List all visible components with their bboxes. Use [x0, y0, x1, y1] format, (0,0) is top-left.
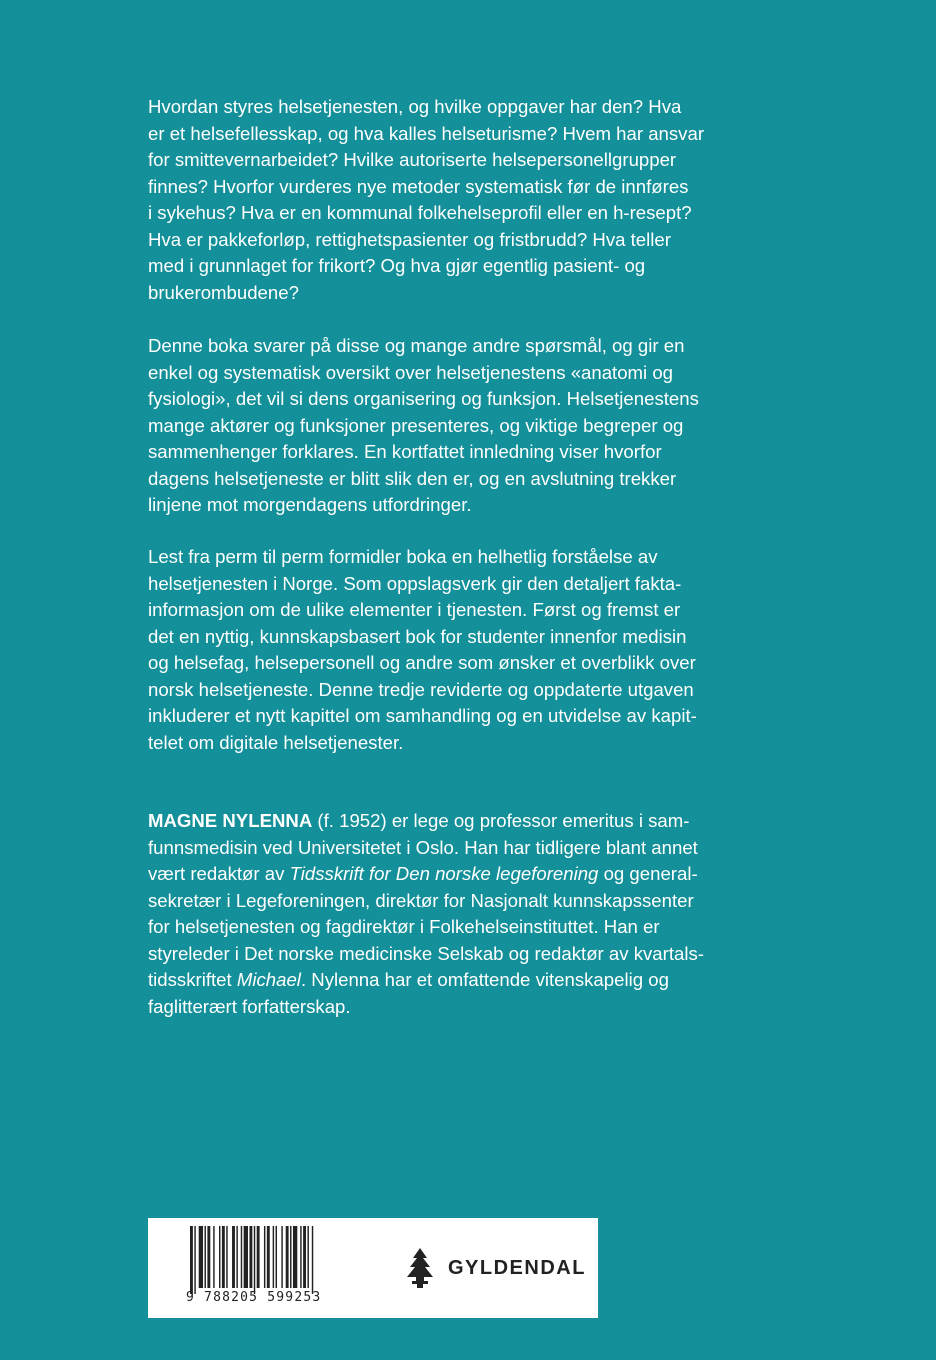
text-line: i sykehus? Hva er en kommunal folkehelseprofil eller en h-resept? [148, 202, 692, 223]
barcode-panel [148, 1218, 598, 1318]
text-line [148, 861, 808, 888]
tree-icon [402, 1247, 438, 1289]
text-line: brukerombudene? [148, 281, 299, 303]
text-line: faglitterært forfatterskap. [148, 995, 351, 1017]
barcode-bar [244, 1226, 248, 1288]
barcode-bar [273, 1226, 274, 1288]
barcode-bar [312, 1226, 313, 1294]
text-line: informasjon om de ulike elementer i tjenesten. Først og fremst er [148, 599, 681, 620]
barcode-bar [257, 1226, 260, 1288]
text-line: linjene mot morgendagens utfordringer. [148, 494, 472, 515]
barcode-bar [293, 1226, 297, 1288]
text-line: og helsefag, helsepersonell og andre som ønsker et overblikk over [148, 652, 696, 673]
barcode-bar [232, 1226, 235, 1288]
text-fragment: og general- [598, 863, 698, 884]
barcode-bar [276, 1226, 277, 1288]
text-line: Hvordan styres helsetjenesten, og hvilke oppgaver har den? Hva [148, 96, 682, 117]
barcode-bars [190, 1226, 313, 1294]
text-line: fysiologi», det vil si dens organisering og funksjon. Helsetjenestens [148, 388, 699, 409]
author-name: MAGNE NYLENNA [148, 810, 313, 831]
text-line: Hva er pakkeforløp, rettighetspasienter og fristbrudd? Hva teller [148, 228, 671, 250]
barcode-bar [241, 1226, 242, 1288]
description-paragraph-1 [148, 94, 808, 306]
text-fragment: (f. 1952) er lege og professor emeritus i sam- [312, 810, 690, 831]
text-line: enkel og systematisk oversikt over helsetjenestens «anatomi og [148, 361, 674, 383]
text-line: finnes? Hvorfor vurderes nye metoder systematisk før de innføres [148, 175, 689, 197]
barcode-bar [226, 1226, 227, 1288]
text-line: dagens helsetjeneste er blitt slik den er, og en avslutning trekker [148, 467, 677, 489]
text-line: sekretær i Legeforeningen, direktør for Nasjonalt kunnskapssenter [148, 889, 694, 911]
barcode-bar [281, 1226, 282, 1288]
description-paragraph-3 [148, 544, 808, 756]
text-line [148, 808, 808, 835]
text-line: sammenhenger forklares. En kortfattet innledning viser hvorfor [148, 441, 662, 462]
text-line: det en nyttig, kunnskapsbasert bok for studenter innenfor medisin [148, 625, 687, 647]
barcode-bar [303, 1226, 306, 1288]
publisher-logo [402, 1246, 586, 1290]
barcode-bar [190, 1226, 193, 1294]
isbn-number: 9 788205 599253 [186, 1290, 322, 1305]
text-line: Denne boka svarer på disse og mange andre spørsmål, og gir en [148, 335, 685, 356]
text-fragment: vært redaktør av [148, 863, 290, 884]
barcode-bar [205, 1226, 206, 1288]
text-line: med i grunnlaget for frikort? Og hva gjør egentlig pasient- og [148, 255, 646, 276]
journal-title: Tidsskrift for Den norske legeforening [289, 863, 599, 884]
barcode-bar [213, 1226, 214, 1288]
barcode-bar [207, 1226, 210, 1288]
barcode-bar [254, 1226, 255, 1294]
text-line: telet om digitale helsetjenester. [148, 731, 404, 753]
publisher-name: GYLDENDAL [448, 1256, 586, 1279]
barcode-bar [249, 1226, 252, 1288]
text-line: for helsetjenesten og fagdirektør i Folkehelseinstituttet. Han er [148, 916, 660, 937]
text-line: mange aktører og funksjoner presenteres, og viktige begreper og [148, 414, 684, 436]
text-line [148, 967, 808, 994]
text-fragment: . Nylenna har et omfattende vitenskapelig og [300, 969, 669, 990]
description-paragraph-2 [148, 333, 808, 519]
journal-title: Michael [236, 969, 301, 990]
barcode-bar [264, 1226, 265, 1288]
barcode-bar [236, 1226, 237, 1288]
barcode-bar [222, 1226, 225, 1288]
text-line: Lest fra perm til perm formidler boka en helhetlig forståelse av [148, 546, 658, 567]
text-line: styreleder i Det norske medicinske Selskab og redaktør av kvartals- [148, 942, 704, 964]
barcode-bar [300, 1226, 301, 1288]
barcode-bar [290, 1226, 291, 1288]
barcode-bar [286, 1226, 289, 1288]
text-fragment: tidsskriftet [148, 969, 237, 990]
text-line: for smittevernarbeidet? Hvilke autoriserte helsepersonellgrupper [148, 149, 677, 170]
text-line: inkluderer et nytt kapittel om samhandling og en utvidelse av kapit- [148, 705, 697, 726]
barcode-bar [199, 1226, 203, 1288]
barcode-bar [267, 1226, 270, 1288]
text-line: norsk helsetjeneste. Denne tredje reviderte og oppdaterte utgaven [148, 678, 694, 700]
author-bio [148, 808, 808, 1020]
barcode-bar [307, 1226, 308, 1288]
barcode-bar [194, 1226, 195, 1294]
text-line: er et helsefellesskap, og hva kalles helseturisme? Hvem har ansvar [148, 122, 705, 144]
barcode-bar [219, 1226, 220, 1288]
text-line: funnsmedisin ved Universitetet i Oslo. Han har tidligere blant annet [148, 836, 698, 858]
text-line: helsetjenesten i Norge. Som oppslagsverk gir den detaljert fakta- [148, 572, 682, 594]
